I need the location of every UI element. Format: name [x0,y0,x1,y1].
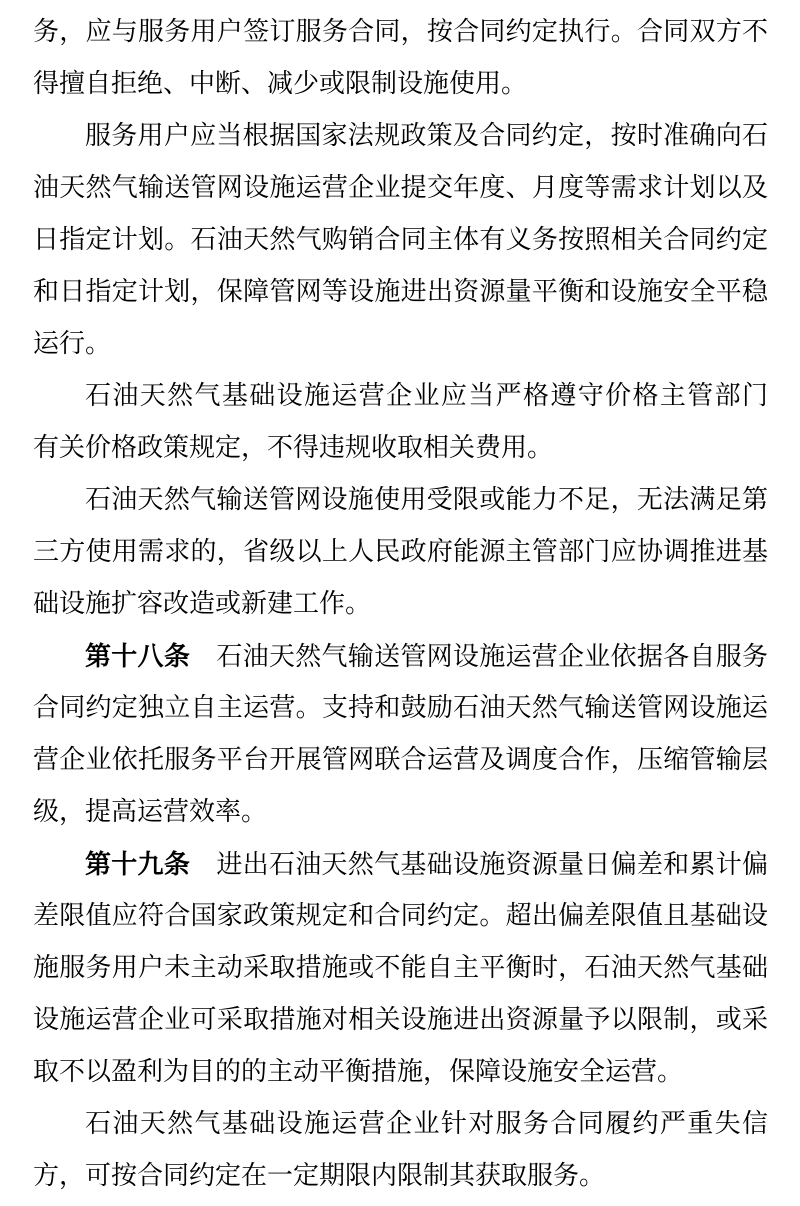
clause-number: 第十九条 [85,849,191,879]
clause-line: 第十九条 进出石油天然气基础设施资源量日偏差和累计偏 [85,849,768,879]
paragraph [33,1098,768,1202]
text-line: 石油天然气输送管网设施使用受限或能力不足，无法满足第 [85,485,768,514]
text-line: 石油天然气基础设施运营企业针对服务合同履约严重失信 [85,1109,768,1138]
text-line: 和日指定计划，保障管网等设施进出资源量平衡和设施安全平稳 [33,277,768,306]
paragraph [33,370,768,474]
text-line: 级，提高运营效率。 [33,797,268,826]
text-line: 得擅自拒绝、中断、减少或限制设施使用。 [33,69,528,98]
text-line: 差限值应符合国家政策规定和合同约定。超出偏差限值且基础设 [33,901,768,930]
paragraph [33,630,768,838]
text-line: 日指定计划。石油天然气购销合同主体有义务按照相关合同约定 [33,225,768,254]
text-line: 石油天然气基础设施运营企业应当严格遵守价格主管部门 [85,381,768,410]
text-line: 设施运营企业可采取措施对相关设施进出资源量予以限制，或采 [33,1005,768,1034]
text-line: 服务用户应当根据国家法规政策及合同约定，按时准确向石 [85,121,768,150]
text-line: 运行。 [33,329,112,358]
text-line: 油天然气输送管网设施运营企业提交年度、月度等需求计划以及 [33,173,768,202]
text-line: 务，应与服务用户签订服务合同，按合同约定执行。合同双方不 [33,17,768,46]
paragraph [33,110,768,370]
clause-line: 第十八条 石油天然气输送管网设施运营企业依据各自服务 [85,641,768,671]
text-line: 三方使用需求的，省级以上人民政府能源主管部门应协调推进基 [33,537,768,566]
text-line: 础设施扩容改造或新建工作。 [33,589,372,618]
document-body [33,6,768,1202]
clause-number: 第十八条 [85,641,191,671]
text-line: 合同约定独立自主运营。支持和鼓励石油天然气输送管网设施运 [33,693,768,722]
text-line: 营企业依托服务平台开展管网联合运营及调度合作，压缩管输层 [33,745,768,774]
paragraph [33,474,768,630]
paragraph [33,838,768,1098]
text-line: 有关价格政策规定，不得违规收取相关费用。 [33,433,554,462]
text-line: 施服务用户未主动采取措施或不能自主平衡时，石油天然气基础 [33,953,768,982]
text-line: 取不以盈利为目的的主动平衡措施，保障设施安全运营。 [33,1057,684,1086]
paragraph [33,6,768,110]
text-line: 方，可按合同约定在一定期限内限制其获取服务。 [33,1161,606,1190]
